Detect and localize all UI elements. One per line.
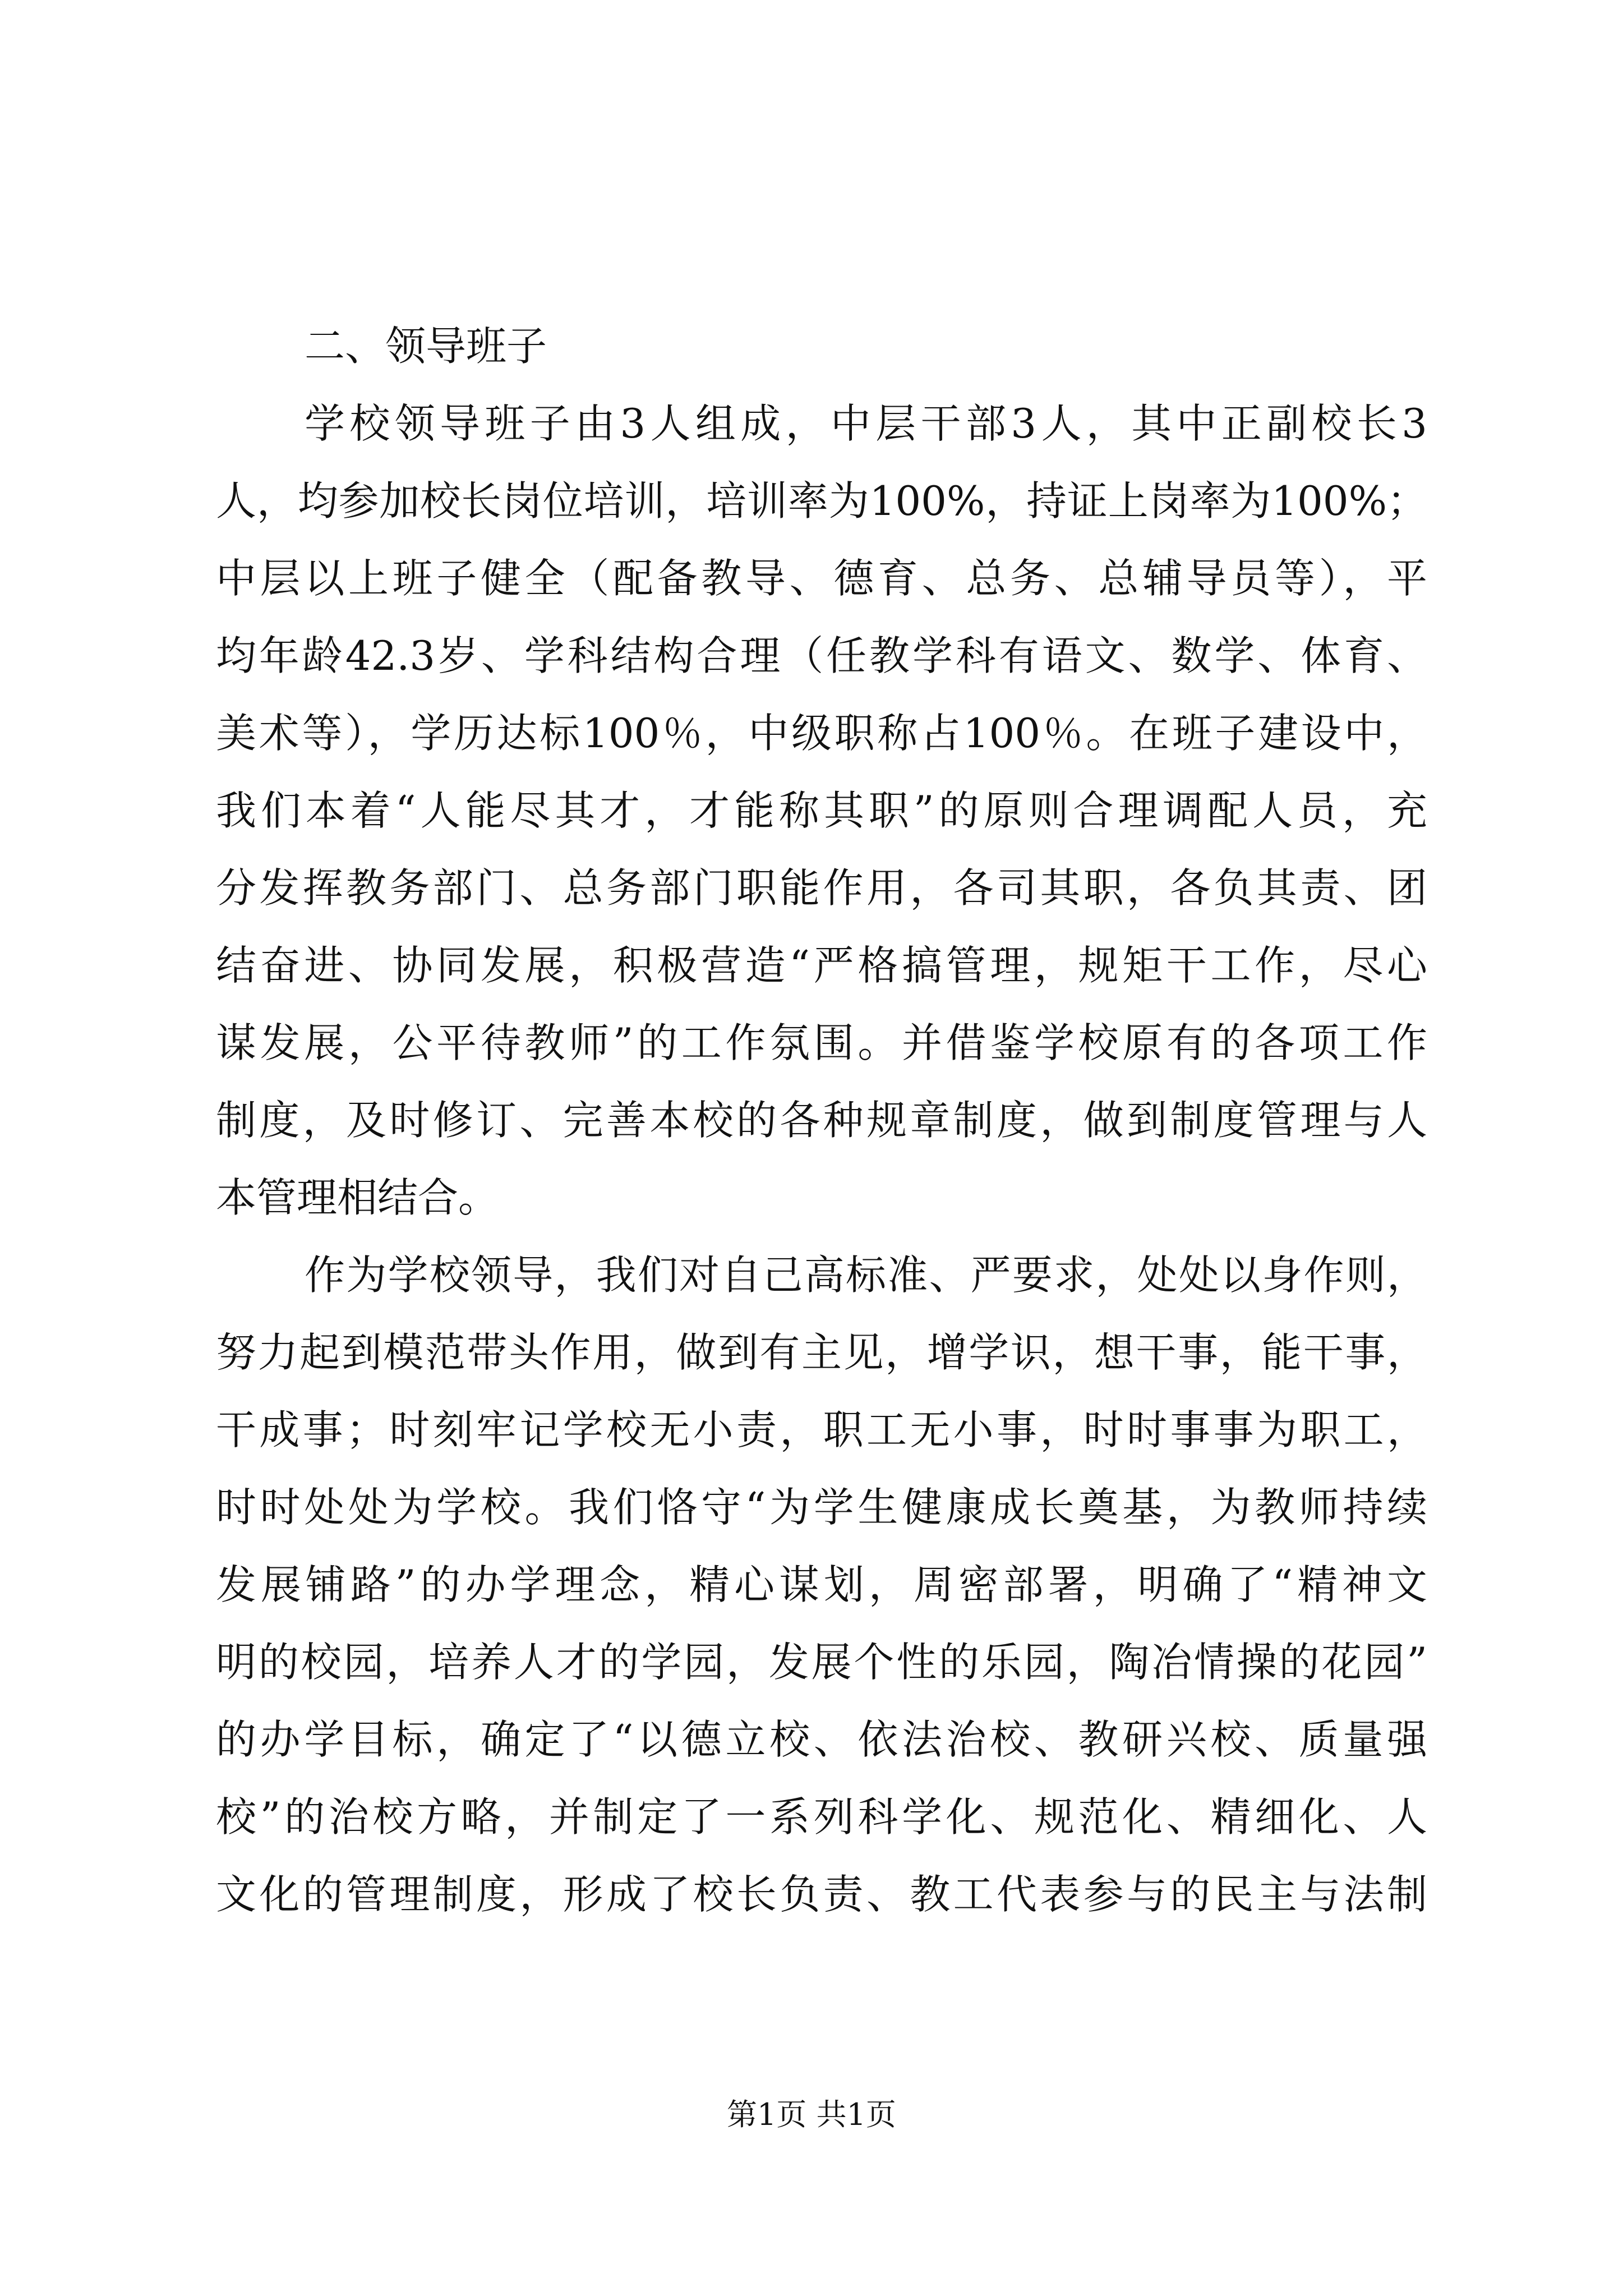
paragraph-leadership-team [216,385,1427,1236]
text-line: 作为学校领导，我们对自己高标准、严要求，处处以身作则， [305,1251,1427,1299]
paragraph-school-leadership [216,1236,1427,1933]
text-line: 发展铺路”的办学理念，精心谋划，周密部署，明确了“精神文 [216,1561,1427,1608]
text-line: 美术等），学历达标100％，中级职称占100％。在班子建设中， [216,710,1427,757]
text-line: 谋发展，公平待教师”的工作氛围。并借鉴学校原有的各项工作 [216,1019,1427,1066]
text-line: 校”的治校方略，并制定了一系列科学化、规范化、精细化、人 [216,1793,1427,1841]
document-body [216,307,1427,1933]
text-line: 努力起到模范带头作用，做到有主见，增学识，想干事，能干事， [216,1329,1427,1376]
text-line: 制度，及时修订、完善本校的各种规章制度，做到制度管理与人 [216,1097,1427,1144]
text-line: 文化的管理制度，形成了校长负责、教工代表参与的民主与法制 [216,1871,1427,1918]
text-line: 分发挥教务部门、总务部门职能作用，各司其职，各负其责、团 [216,864,1427,912]
text-line: 结奋进、协同发展，积极营造“严格搞管理，规矩干工作，尽心 [216,942,1427,989]
text-line: 学校领导班子由3人组成，中层干部3人，其中正副校长3 [305,400,1427,447]
text-line: 我们本着“人能尽其才，才能称其职”的原则合理调配人员，充 [216,787,1427,834]
text-line: 均年龄42.3岁、学科结构合理（任教学科有语文、数学、体育、 [216,632,1427,679]
text-line: 干成事；时刻牢记学校无小责，职工无小事，时时事事为职工， [216,1406,1427,1453]
text-line: 的办学目标，确定了“以德立校、依法治校、教研兴校、质量强 [216,1716,1427,1763]
text-line: 明的校园，培养人才的学园，发展个性的乐园，陶冶情操的花园” [216,1639,1427,1686]
text-line: 人，均参加校长岗位培训，培训率为100%，持证上岗率为100%； [216,477,1427,524]
page-number-footer: 第1页 共1页 [727,2097,896,2132]
text-line: 时时处处为学校。我们恪守“为学生健康成长奠基，为教师持续 [216,1484,1427,1531]
text-line: 中层以上班子健全（配备教导、德育、总务、总辅导员等），平 [216,555,1427,602]
text-line: 本管理相结合。 [216,1174,499,1221]
section-heading: 二、领导班子 [305,323,547,370]
